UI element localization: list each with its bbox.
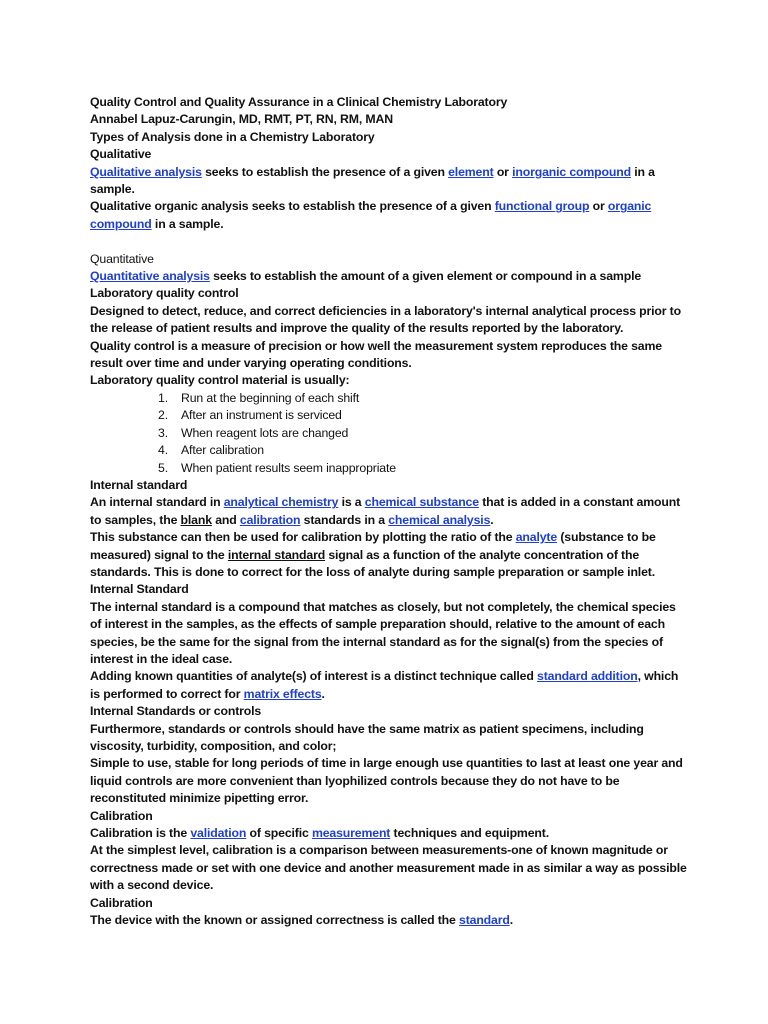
link-measurement[interactable]: measurement [311, 826, 391, 841]
internal-standard-2-paragraph-1: The internal standard is a compound that matches as closely, but not completely, the chemical species of interest in the samples, as the effects of sample preparation should, relative to the amount of each species, be the same for the signal from the internal standard as for the signal(s) from the species of interest in the ideal case. [90, 599, 676, 666]
text-run: in a sample. [151, 216, 224, 231]
qualitative-paragraph-1 [90, 164, 690, 199]
list-number: 1. [158, 390, 168, 405]
lqc-paragraph-1: Designed to detect, reduce, and correct deficiencies in a laboratory's internal analytical process prior to the release of patient results and improve the quality of the results reported by the laboratory. [90, 303, 681, 336]
text-run: Calibration is the [90, 826, 191, 841]
text-run: standards in a [300, 512, 389, 527]
link-organic-compound[interactable]: organic compound [90, 199, 652, 231]
text-run: signal as a function of the analyte concentration of the standards. This is done to correct for the loss of analyte during sample preparation or sample inlet. [90, 547, 655, 579]
text-run: is a [338, 495, 365, 510]
section-heading-types: Types of Analysis done in a Chemistry Laboratory [90, 129, 375, 144]
link-inorganic-compound[interactable]: inorganic compound [512, 164, 631, 179]
text-run: seeks to establish the presence of a given [201, 164, 449, 179]
list-text: Run at the beginning of each shift [181, 390, 360, 405]
link-element[interactable]: element [448, 164, 494, 179]
lqc-list [90, 390, 690, 477]
text-run: seeks to establish the amount of a given element or compound in a sample [209, 269, 642, 284]
text-run: Qualitative organic analysis seeks to establish the presence of a given [90, 199, 495, 214]
list-item [90, 425, 690, 442]
link-chemical-analysis[interactable]: chemical analysis [388, 512, 491, 527]
link-quantitative-analysis[interactable]: Quantitative analysis [90, 269, 210, 284]
internal-standard-paragraph-1 [90, 494, 690, 529]
list-number: 5. [158, 460, 168, 475]
text-run: and [211, 512, 240, 527]
lqc-paragraph-3: Laboratory quality control material is usually: [90, 373, 350, 388]
list-item [90, 442, 690, 459]
link-calibration[interactable]: calibration [239, 512, 301, 527]
text-run: This substance can then be used for calibration by plotting the ratio of the [90, 530, 516, 545]
list-number: 2. [158, 408, 168, 423]
document-title: Quality Control and Quality Assurance in a Clinical Chemistry Laboratory [90, 95, 508, 109]
internal-standards-controls-paragraph-1: Furthermore, standards or controls should have the same matrix as patient specimens, including viscosity, turbidity, composition, and color; [90, 721, 644, 754]
text-run: The device with the known or assigned correctness is called the [90, 913, 459, 928]
lqc-paragraph-2: Quality control is a measure of precision or how well the measurement system reproduces the same result over time and under varying operating conditions. [90, 338, 662, 371]
section-heading-qualitative: Qualitative [90, 147, 152, 162]
list-text: When patient results seem inappropriate [181, 460, 396, 475]
text-run: that is added in a constant amount to samples, the [90, 495, 681, 527]
link-chemical-substance[interactable]: chemical substance [364, 495, 479, 510]
link-validation[interactable]: validation [190, 826, 247, 841]
internal-standard-2-paragraph-2 [90, 668, 690, 703]
quantitative-paragraph [90, 268, 690, 285]
list-item [90, 390, 690, 407]
underlined-text: internal standard [227, 547, 326, 562]
link-standard[interactable]: standard [459, 913, 510, 928]
text-run: or [589, 199, 608, 214]
list-text: When reagent lots are changed [181, 425, 349, 440]
list-item [90, 407, 690, 424]
link-analyte[interactable]: analyte [515, 530, 558, 545]
section-heading-lqc: Laboratory quality control [90, 286, 239, 301]
link-matrix-effects[interactable]: matrix effects [243, 686, 322, 701]
list-number: 3. [158, 425, 168, 440]
link-qualitative-analysis[interactable]: Qualitative analysis [90, 164, 202, 179]
calibration-2-paragraph-1 [90, 912, 690, 929]
qualitative-paragraph-2 [90, 198, 690, 233]
text-run: . [509, 913, 514, 928]
document-page [90, 94, 690, 929]
text-run: or [493, 164, 513, 179]
section-heading-internal-standard: Internal standard [90, 477, 188, 492]
internal-standard-paragraph-2 [90, 529, 690, 581]
internal-standards-controls-paragraph-2: Simple to use, stable for long periods of time in large enough use quantities to last at least one year and liquid controls are more convenient than lyophilized controls because they do not have to be reconstituted minimize pipetting error. [90, 756, 683, 806]
section-heading-quantitative: Quantitative [90, 251, 154, 266]
list-item [90, 460, 690, 477]
link-analytical-chemistry[interactable]: analytical chemistry [223, 495, 339, 510]
text-run: of specific [246, 826, 312, 841]
link-functional-group[interactable]: functional group [494, 199, 590, 214]
list-number: 4. [158, 443, 168, 458]
text-run: Adding known quantities of analyte(s) of interest is a distinct technique called [90, 669, 537, 684]
link-standard-addition[interactable]: standard addition [537, 669, 638, 684]
calibration-paragraph-1 [90, 825, 690, 842]
document-author: Annabel Lapuz-Carungin, MD, RMT, PT, RN, RM, MAN [90, 112, 393, 127]
list-text: After calibration [181, 443, 264, 458]
text-run: in a sample. [90, 164, 655, 197]
underlined-text: blank [180, 512, 212, 527]
text-run: . [490, 512, 494, 527]
section-heading-calibration: Calibration [90, 808, 153, 823]
spacer [90, 233, 690, 250]
section-heading-calibration-2: Calibration [90, 895, 153, 910]
section-heading-internal-standard-2: Internal Standard [90, 582, 189, 597]
text-run: techniques and equipment. [390, 826, 549, 841]
text-run: , which is performed to correct for [90, 669, 679, 701]
calibration-paragraph-2: At the simplest level, calibration is a comparison between measurements-one of known magnitude or correctness made or set with one device and another measurement made in as similar a way as possible with a second device. [90, 843, 687, 893]
text-run: . [321, 686, 325, 701]
text-run: An internal standard in [90, 495, 224, 510]
section-heading-internal-standards-controls: Internal Standards or controls [90, 704, 262, 719]
text-run: (substance to be measured) signal to the [90, 530, 656, 562]
list-text: After an instrument is serviced [181, 408, 342, 423]
